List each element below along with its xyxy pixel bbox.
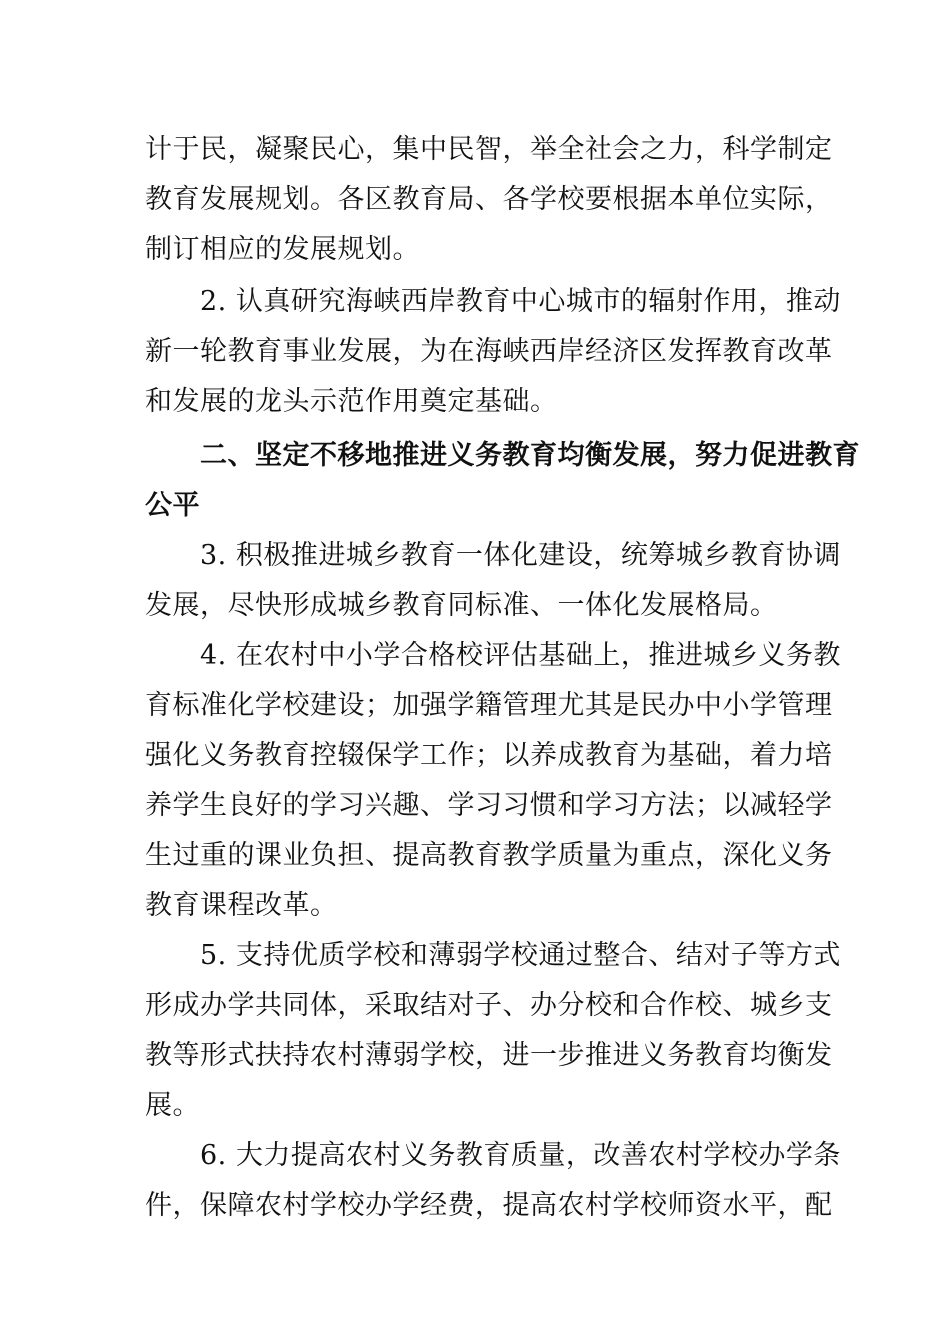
paragraph-line: 展。 [145,1090,200,1121]
paragraph-line: 6. 大力提高农村义务教育质量，改善农村学校办学条 [145,1140,841,1171]
paragraph-line: 生过重的课业负担、提高教育教学质量为重点，深化义务 [145,840,833,871]
paragraph-line: 5. 支持优质学校和薄弱学校通过整合、结对子等方式 [145,940,841,971]
paragraph-line: 发展，尽快形成城乡教育同标准、一体化发展格局。 [145,590,778,621]
section-heading-line: 二、坚定不移地推进义务教育均衡发展，努力促进教育 [145,440,860,471]
paragraph-line: 制订相应的发展规划。 [145,234,420,265]
paragraph-line: 教育课程改革。 [145,890,338,921]
paragraph-line: 新一轮教育事业发展，为在海峡西岸经济区发挥教育改革 [145,336,833,367]
paragraph-line: 强化义务教育控辍保学工作；以养成教育为基础，着力培 [145,740,833,771]
paragraph-line: 教等形式扶持农村薄弱学校，进一步推进义务教育均衡发 [145,1040,833,1071]
paragraph-line: 2. 认真研究海峡西岸教育中心城市的辐射作用，推动 [145,286,841,317]
paragraph-line: 计于民，凝聚民心，集中民智，举全社会之力，科学制定 [145,134,833,165]
paragraph-line: 件，保障农村学校办学经费，提高农村学校师资水平，配 [145,1190,833,1221]
paragraph-line: 3. 积极推进城乡教育一体化建设，统筹城乡教育协调 [145,540,841,571]
paragraph-line: 教育发展规划。各区教育局、各学校要根据本单位实际， [145,184,833,215]
paragraph-line: 4. 在农村中小学合格校评估基础上，推进城乡义务教 [145,640,841,671]
paragraph-line: 育标准化学校建设；加强学籍管理尤其是民办中小学管理 [145,690,833,721]
section-heading-line: 公平 [145,490,200,521]
paragraph-line: 养学生良好的学习兴趣、学习习惯和学习方法；以减轻学 [145,790,833,821]
paragraph-line: 形成办学共同体，采取结对子、办分校和合作校、城乡支 [145,990,833,1021]
paragraph-line: 和发展的龙头示范作用奠定基础。 [145,386,558,417]
